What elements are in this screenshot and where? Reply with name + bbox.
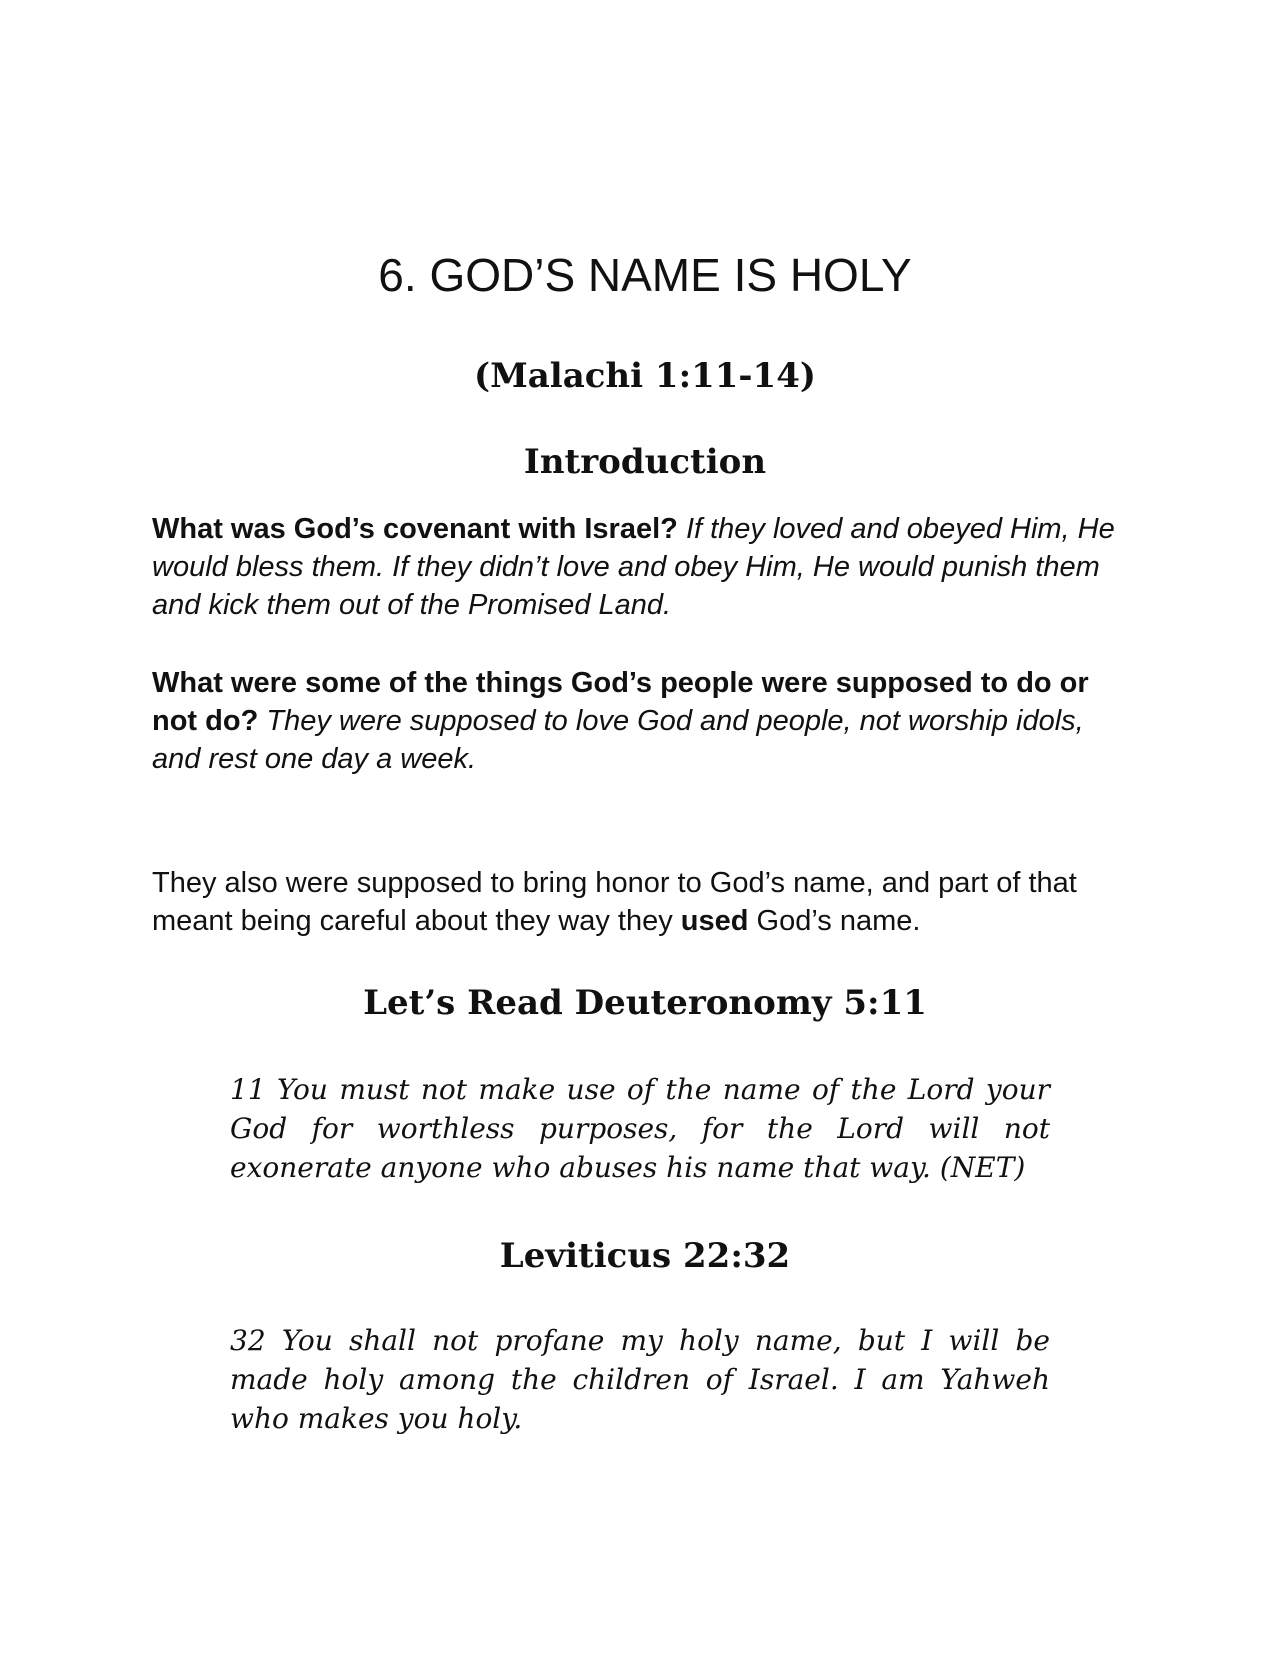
paragraph-text-end: God’s name. <box>748 905 921 937</box>
leviticus-heading: Leviticus 22:32 <box>499 1236 791 1276</box>
verse-leviticus: 32 You shall not profane my holy name, but I will be made holy among the children of Israel. I am Yahweh who makes you holy. <box>230 1324 1050 1435</box>
question-answer-block <box>152 510 1124 624</box>
answer-text: If they loved and obeyed Him, He would bless them. If they didn’t love and obey Him, He would punish them and kick them out of the Promised Land. <box>152 513 1115 621</box>
introduction-heading: Introduction <box>523 442 767 482</box>
paragraph-emphasis: used <box>680 905 749 937</box>
question-text: What was God’s covenant with Israel? <box>152 513 678 545</box>
answer-text: They were supposed to love God and people, not worship idols, and rest one day a week. <box>152 705 1084 775</box>
question-answer-block <box>152 664 1124 778</box>
verse-deuteronomy: 11 You must not make use of the name of the Lord your God for worthless purposes, for the Lord will not exonerate anyone who abuses his name that way. (NET) <box>230 1073 1050 1184</box>
question-text: What were some of the things God’s people were supposed to do or not do? <box>152 667 1089 737</box>
body-paragraph <box>152 864 1127 940</box>
page-title: 6. GOD’S NAME IS HOLY <box>378 249 912 301</box>
scripture-reference: (Malachi 1:11-14) <box>474 356 816 396</box>
paragraph-text: They also were supposed to bring honor to God’s name, and part of that meant being careful about they way they <box>152 867 1077 937</box>
reading-heading: Let’s Read Deuteronomy 5:11 <box>363 983 927 1023</box>
